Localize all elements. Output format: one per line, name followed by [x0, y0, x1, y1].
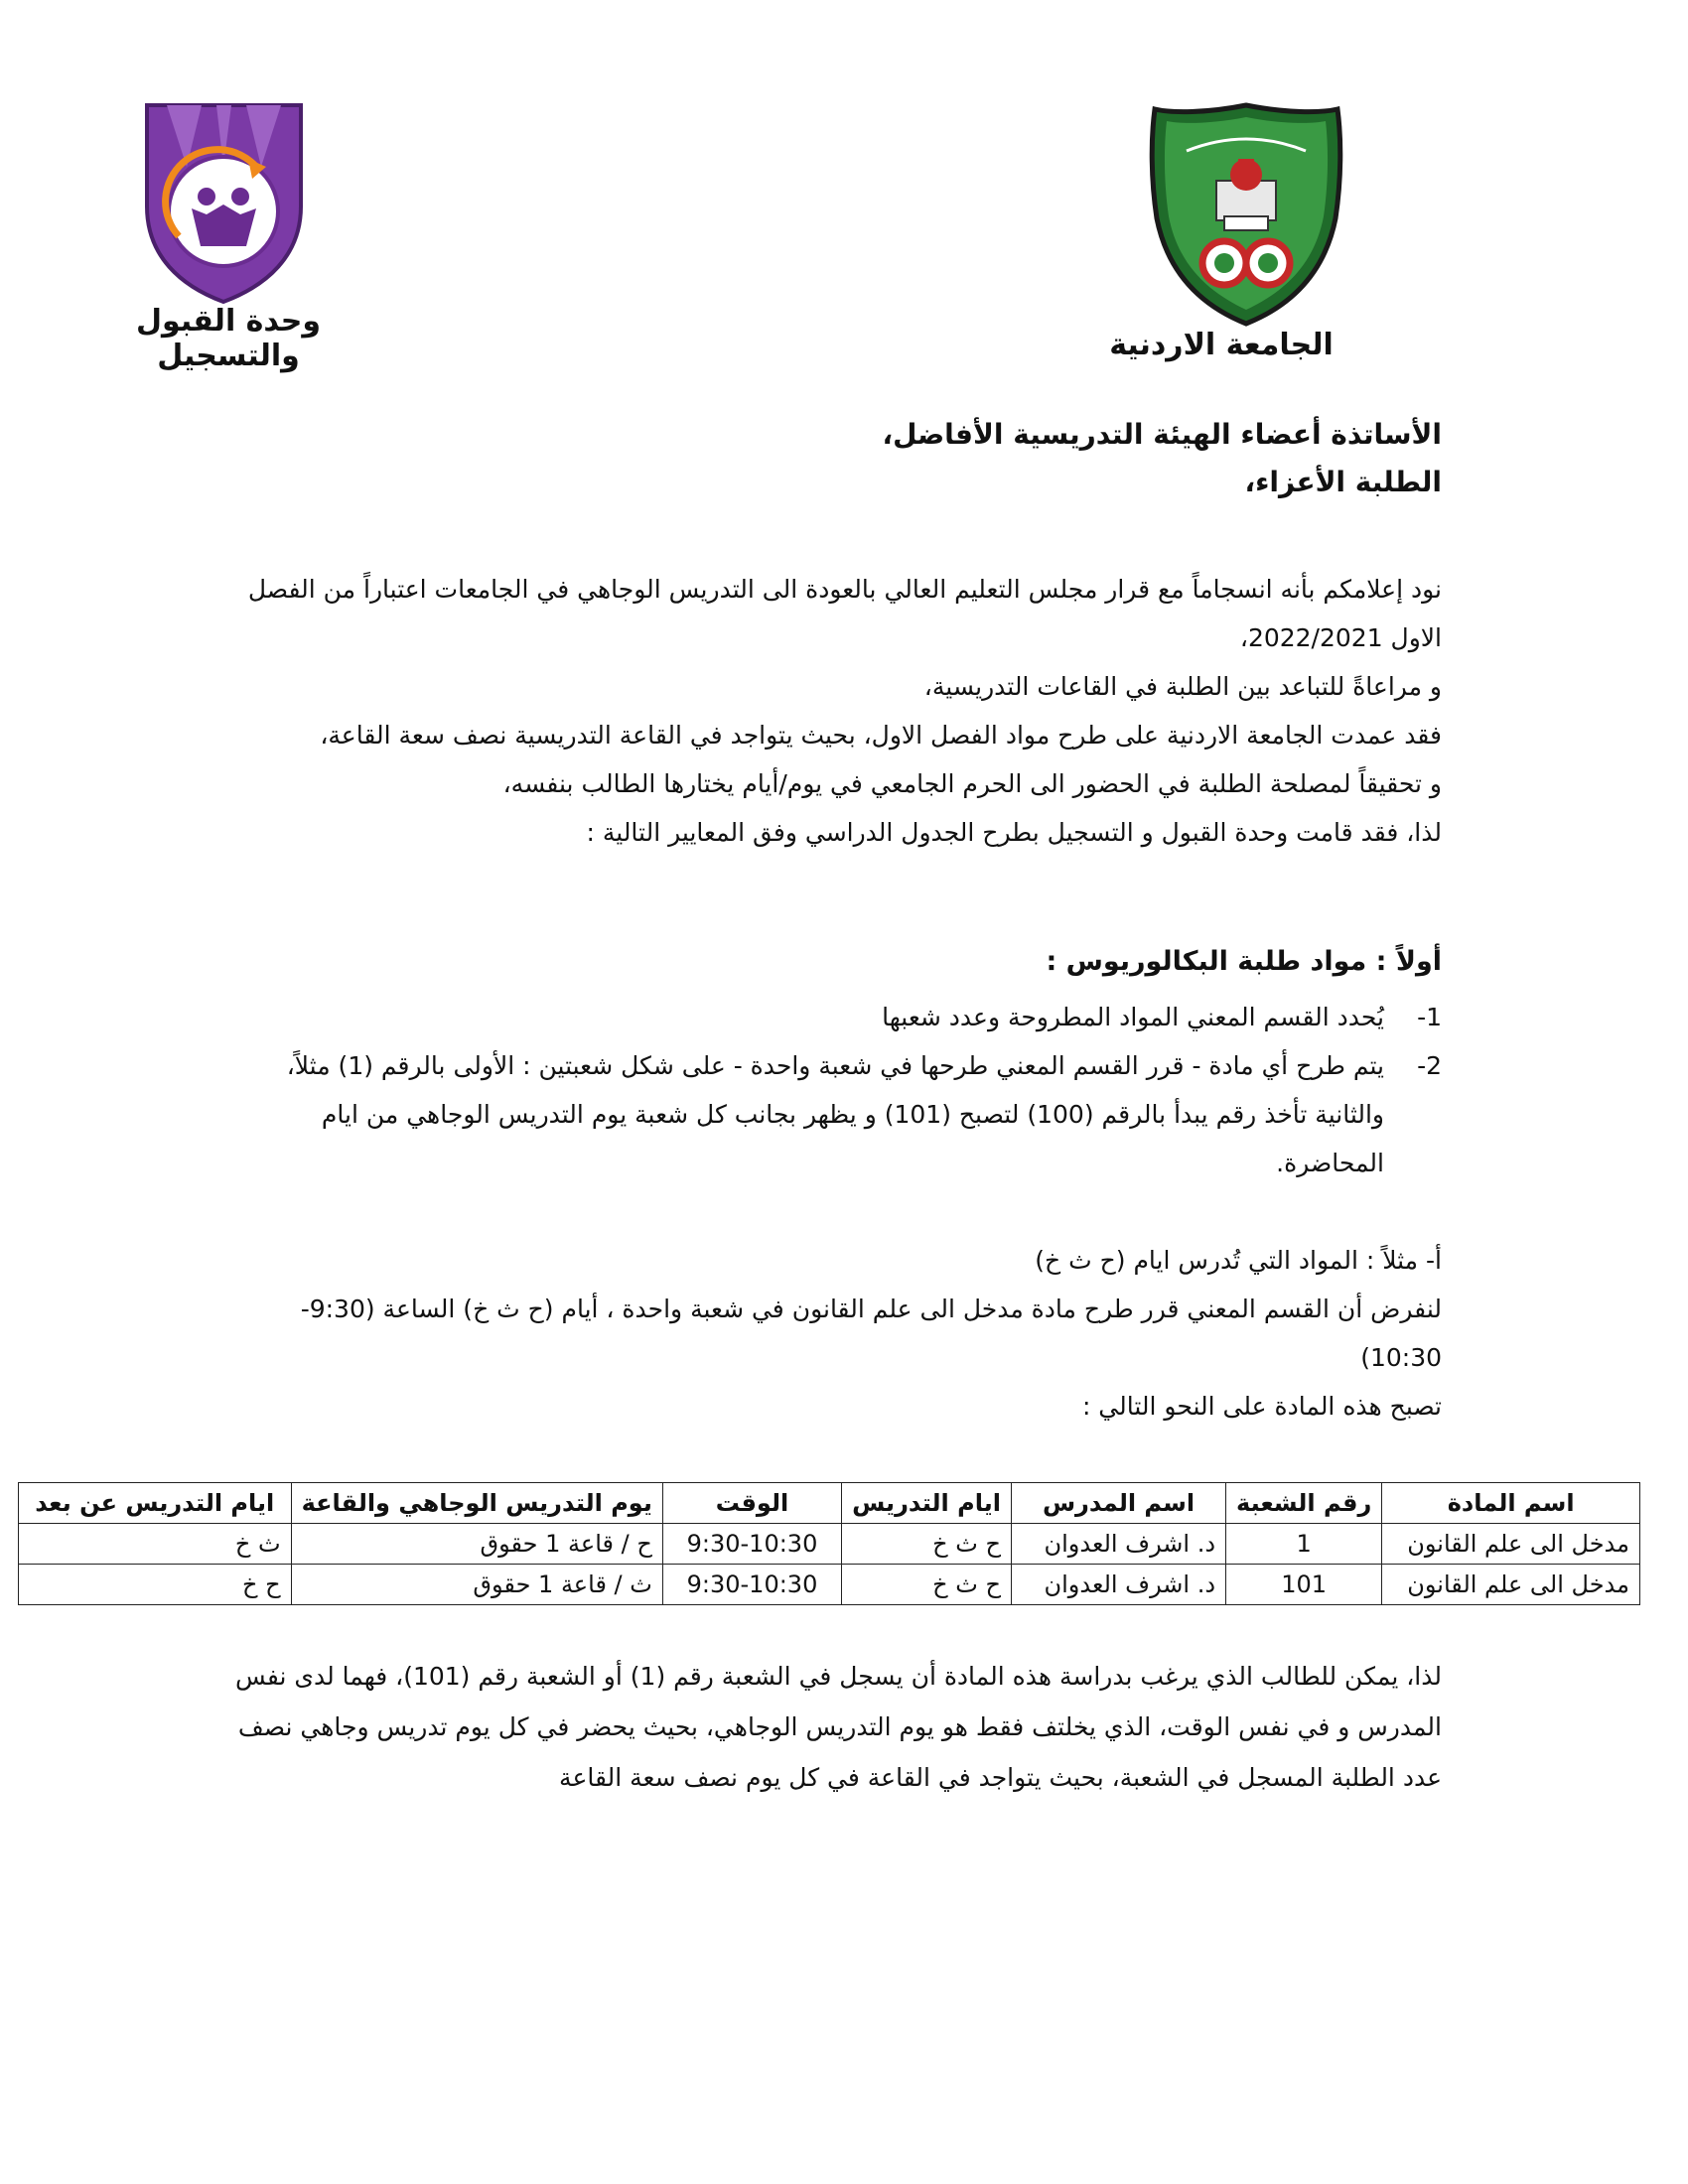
column-header: يوم التدريس الوجاهي والقاعة — [291, 1483, 662, 1524]
salutation-students: الطلبة الأعزاء، — [1244, 466, 1442, 498]
table-cell: 101 — [1226, 1565, 1382, 1605]
table-cell: د. اشرف العدوان — [1011, 1565, 1225, 1605]
intro-line: و تحقيقاً لمصلحة الطلبة في الحضور الى الحرم الجامعي في يوم/أيام يختارها الطالب بنفسه، — [502, 769, 1442, 798]
table-cell: 1 — [1226, 1524, 1382, 1565]
schedule-table — [18, 1482, 1640, 1605]
column-header: ايام التدريس عن بعد — [19, 1483, 292, 1524]
table-cell: ح ث خ — [842, 1524, 1012, 1565]
admission-unit-name: وحدة القبول والتسجيل — [136, 304, 321, 373]
table-cell: مدخل الى علم القانون — [1382, 1524, 1640, 1565]
column-header: رقم الشعبة — [1226, 1483, 1382, 1524]
list-item-text: يتم طرح أي مادة - قرر القسم المعني طرحها في شعبة واحدة - على شكل شعبتين : الأولى بالرقم (1) مثلاً، والثانية تأخذ رقم يبدأ بالرقم (100) لتصبح (101) و يظهر بجانب كل شعبة يوم التدريس الوجاهي من ايام المحاضرة. — [286, 1051, 1384, 1177]
column-header: اسم المدرس — [1011, 1483, 1225, 1524]
table-cell: مدخل الى علم القانون — [1382, 1565, 1640, 1605]
column-header: اسم المادة — [1382, 1483, 1640, 1524]
university-name: الجامعة الاردنية — [1109, 328, 1334, 362]
table-cell: ح ث خ — [842, 1565, 1012, 1605]
table-cell: ح / قاعة 1 حقوق — [291, 1524, 662, 1565]
example-body: لنفرض أن القسم المعني قرر طرح مادة مدخل الى علم القانون في شعبة واحدة ، أيام (ح ث خ) الساعة (9:30-10:30) — [300, 1295, 1442, 1372]
table-header-row — [19, 1483, 1640, 1524]
column-header: الوقت — [662, 1483, 841, 1524]
section-1-title: أولاً : مواد طلبة البكالوريوس : — [1046, 946, 1442, 977]
example-lead: تصبح هذه المادة على النحو التالي : — [1081, 1392, 1442, 1421]
admission-unit-logo — [137, 97, 311, 306]
list-item — [230, 1041, 1442, 1187]
intro-paragraphs — [230, 565, 1442, 857]
university-crest-logo — [1147, 99, 1345, 328]
table-cell: ث / قاعة 1 حقوق — [291, 1565, 662, 1605]
salutation — [250, 411, 1442, 506]
table-cell: 9:30-10:30 — [662, 1524, 841, 1565]
closing-text: لذا، يمكن للطالب الذي يرغب بدراسة هذه المادة أن يسجل في الشعبة رقم (1) أو الشعبة رقم (101)، فهما لدى نفس المدرس و في نفس الوقت، الذي يخلتف فقط هو يوم التدريس الوجاهي، بحيث يحضر في كل يوم تدريس وجاهي نصف عدد الطلبة المسجل في الشعبة، بحيث يتواجد في القاعة في كل يوم نصف سعة القاعة — [234, 1662, 1442, 1792]
example-section — [230, 1236, 1442, 1431]
list-item — [230, 993, 1442, 1041]
table-row — [19, 1524, 1640, 1565]
closing-paragraph — [230, 1651, 1442, 1803]
table-row — [19, 1565, 1640, 1605]
section-1-list — [230, 993, 1442, 1187]
table-cell: د. اشرف العدوان — [1011, 1524, 1225, 1565]
list-item-text: يُحدد القسم المعني المواد المطروحة وعدد شعبها — [882, 1003, 1384, 1031]
salutation-faculty: الأساتذة أعضاء الهيئة التدريسية الأفاضل، — [882, 418, 1442, 451]
intro-line: فقد عمدت الجامعة الاردنية على طرح مواد الفصل الاول، بحيث يتواجد في القاعة التدريسية نصف سعة القاعة، — [320, 721, 1442, 750]
table-cell: 9:30-10:30 — [662, 1565, 841, 1605]
example-heading: أ- مثلاً : المواد التي تُدرس ايام (ح ث خ) — [1035, 1246, 1442, 1275]
table-cell: ح خ — [19, 1565, 292, 1605]
intro-line: لذا، فقد قامت وحدة القبول و التسجيل بطرح الجدول الدراسي وفق المعايير التالية : — [586, 818, 1442, 847]
column-header: ايام التدريس — [842, 1483, 1012, 1524]
list-item-number: 1- — [1417, 1003, 1442, 1031]
table-cell: ث خ — [19, 1524, 292, 1565]
intro-line: نود إعلامكم بأنه انسجاماً مع قرار مجلس التعليم العالي بالعودة الى التدريس الوجاهي في الجامعات اعتباراً من الفصل الاول 2022/2021، — [247, 575, 1442, 652]
list-item-number: 2- — [1417, 1051, 1442, 1080]
intro-line: و مراعاةً للتباعد بين الطلبة في القاعات التدريسية، — [923, 672, 1442, 701]
